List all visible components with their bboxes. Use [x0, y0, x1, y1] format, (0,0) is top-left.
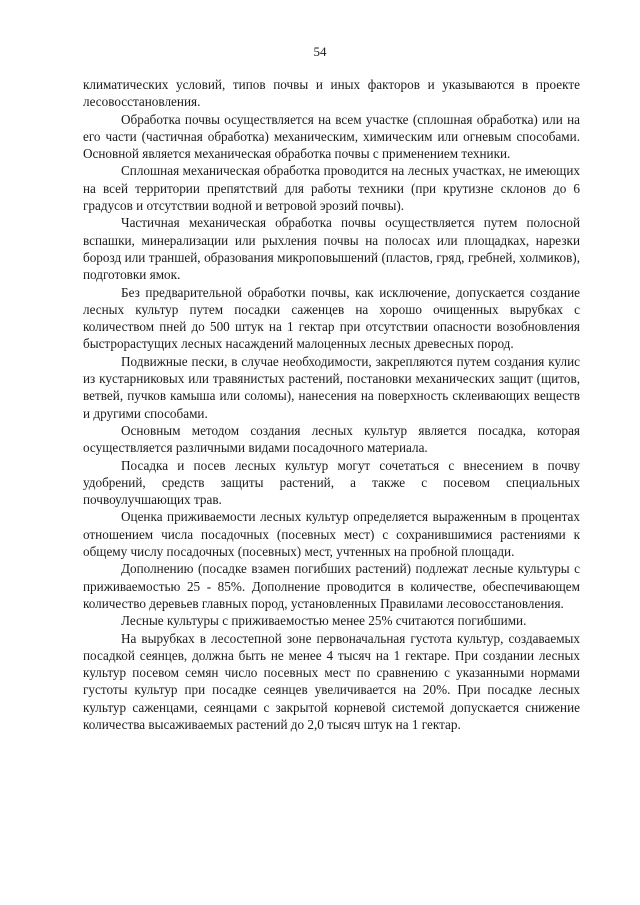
- paragraph-main-method: Основным методом создания лесных культур является посадка, которая осуществляется различными видами посадочного материала.: [83, 422, 580, 456]
- paragraph-no-treatment: Без предварительной обработки почвы, как исключение, допускается создание лесных культур путем посадки саженцев на хорошо очищенных вырубках с количеством пней до 500 штук на 1 гектар при отсутствии опасности возобновления быстрорастущих лесных насаждений малоценных лесных древесных пород.: [83, 284, 580, 352]
- paragraph-continuous-treatment: Сплошная механическая обработка проводится на лесных участках, не имеющих на всей территории препятствий для работы техники (при крутизне склонов до 6 градусов и отсутствии водной и ветровой эрозий почвы).: [83, 163, 580, 214]
- document-body: [83, 76, 580, 733]
- paragraph-continuation: климатических условий, типов почвы и иных факторов и указываются в проекте лесовосстановления.: [83, 77, 580, 110]
- page-number: 54: [313, 44, 327, 59]
- paragraph-partial-treatment: Частичная механическая обработка почвы осуществляется путем полосной вспашки, минерализации или рыхления почвы на полосах или площадках, нарезки борозд или траншей, образования микроповышений (пластов, гряд, гребней, холмиков), подготовки ямок.: [83, 215, 580, 283]
- paragraph-fertilizers: Посадка и посев лесных культур могут сочетаться с внесением в почву удобрений, средств защиты растений, а также с посевом специальных почвоулучшающих трав.: [83, 457, 580, 508]
- paragraph-moving-sands: Подвижные пески, в случае необходимости, закрепляются путем создания кулис из кустарниковых или травянистых растений, постановки механических защит (щитов, ветвей, пучков камыша или соломы), нанесения на поверхность склеивающих веществ и другими способами.: [83, 353, 580, 421]
- paragraph-dead-cultures: Лесные культуры с приживаемостью менее 25% считаются погибшими.: [121, 613, 527, 629]
- paragraph-survival-assessment: Оценка приживаемости лесных культур определяется выраженным в процентах отношением числа посадочных (посевных мест) с сохранившимися растениями к общему числу посадочных (посевных) мест, учтенных на пробной площади.: [83, 509, 580, 560]
- paragraph-planting-density: На вырубках в лесостепной зоне первоначальная густота культур, создаваемых посадкой сеянцев, должна быть не менее 4 тысяч на 1 гектаре. При создании лесных культур посевом семян число посевных мест по сравнению с указанными нормами густоты культур при посадке сеянцев увеличивается на 20%. При посадке лесных культур саженцами, сеянцами с закрытой корневой системой допускается снижение количества высаживаемых растений до 2,0 тысяч штук на 1 гектар.: [83, 630, 580, 732]
- paragraph-supplementing: Дополнению (посадке взамен погибших растений) подлежат лесные культуры с приживаемостью 25 - 85%. Дополнение проводится в количестве, обеспечивающем количество деревьев главных пород, установленных Правилами лесовосстановления.: [83, 561, 580, 611]
- paragraph-soil-treatment: Обработка почвы осуществляется на всем участке (сплошная обработка) или на его части (частичная обработка) механическим, химическим или огневым способами. Основной является механическая обработка почвы с применением техники.: [83, 111, 580, 162]
